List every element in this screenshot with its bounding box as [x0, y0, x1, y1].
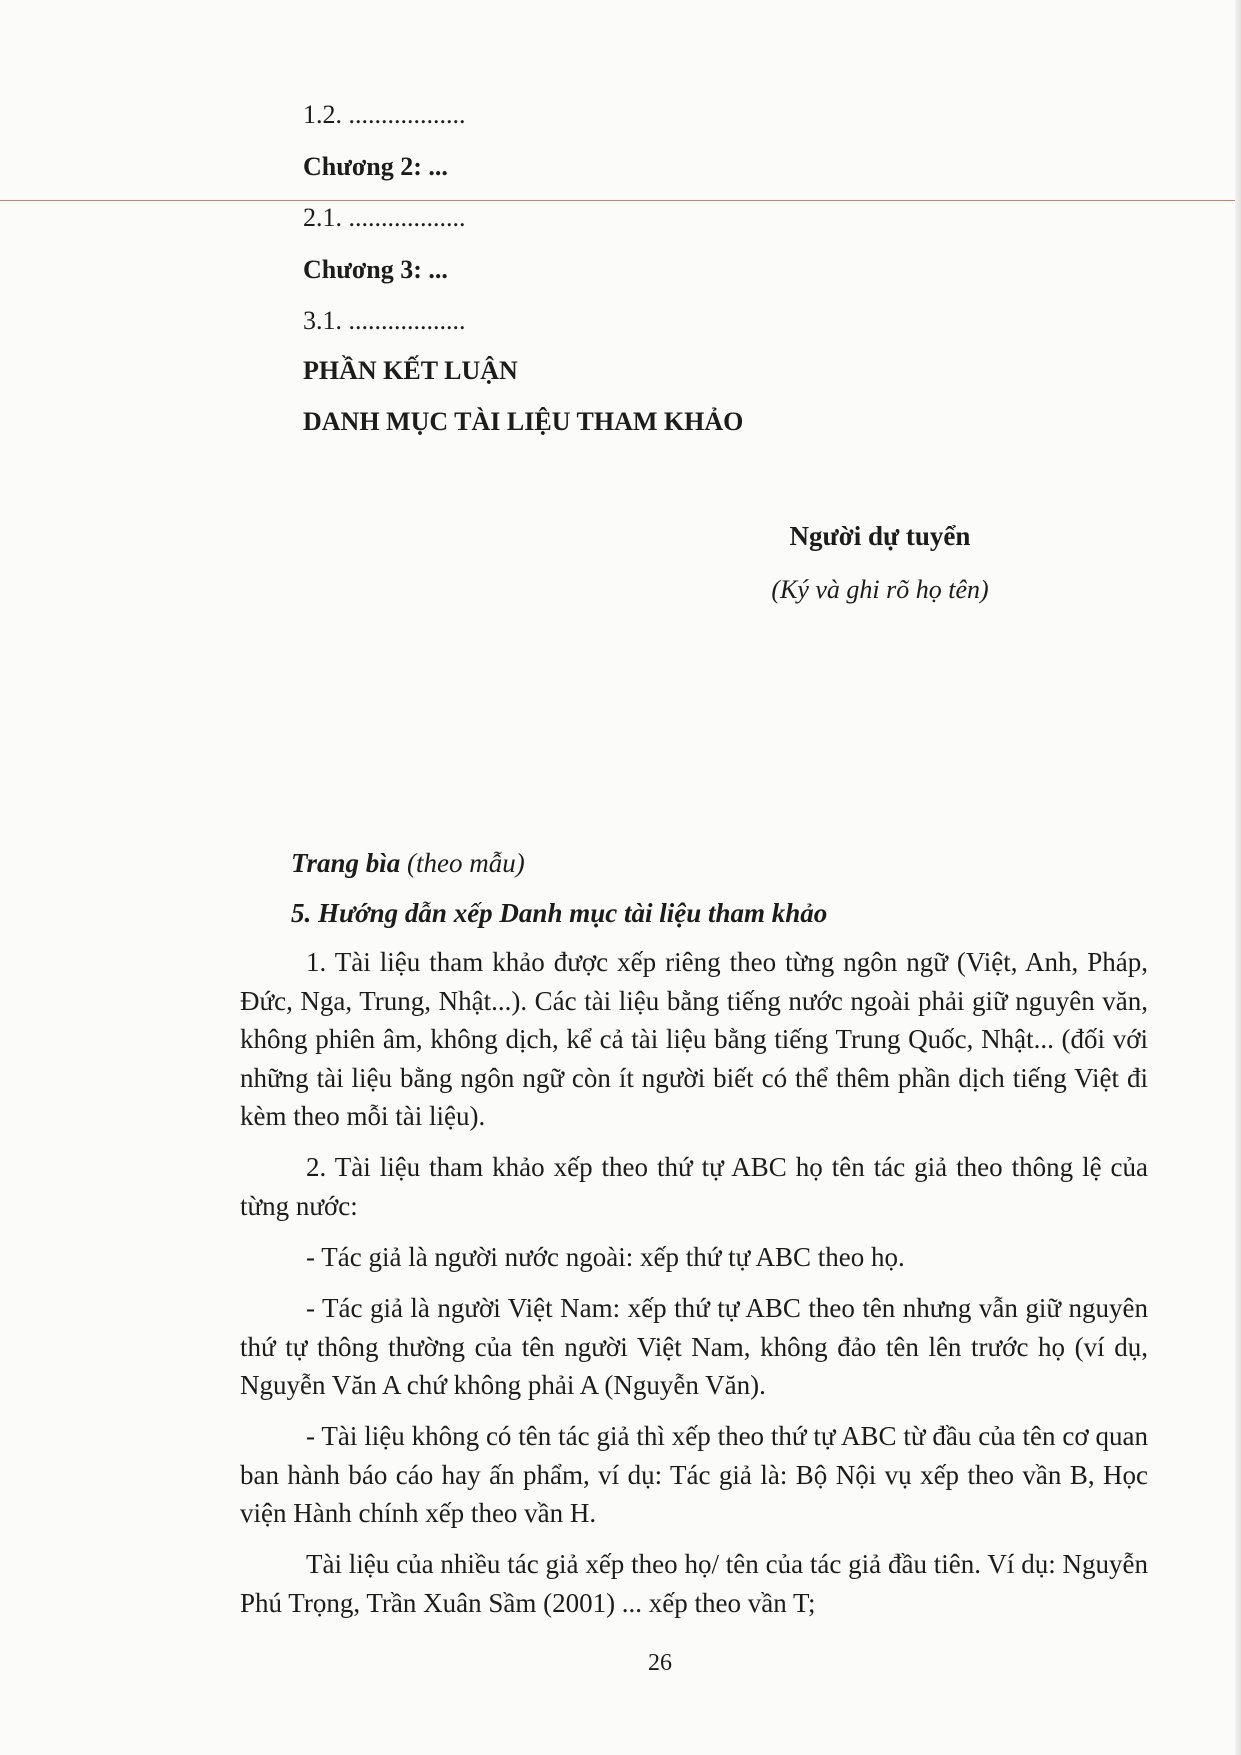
cover-page-line [291, 843, 525, 883]
page-edge-shadow [1235, 0, 1241, 1755]
signature-title: Người dự tuyển [789, 521, 971, 551]
toc-references: DANH MỤC TÀI LIỆU THAM KHẢO [303, 407, 744, 436]
bullet-foreign-authors: - Tác giả là người nước ngoài: xếp thứ tự ABC theo họ. [306, 1242, 905, 1272]
cover-label: Trang bìa [291, 848, 401, 878]
toc-chapter-2: Chương 2: ... [303, 152, 448, 181]
section-5-paragraph-1: 1. Tài liệu tham khảo được xếp riêng theo từng ngôn ngữ (Việt, Anh, Pháp, Đức, Nga, Trung, Nhật...). Các tài liệu bằng tiếng nước ngoài phải giữ nguyên văn, không phiên âm, không dịch, kể cả tài liệu bằng tiếng Trung Quốc, Nhật... (đối với những tài liệu bằng ngôn ngữ còn ít người biết có thể thêm phần dịch tiếng Việt đi kèm theo mỗi tài liệu). [240, 947, 1148, 1131]
toc-conclusion: PHẦN KẾT LUẬN [303, 356, 518, 385]
toc-item-3-1: 3.1. .................. [303, 306, 466, 335]
bullet-no-author: - Tài liệu không có tên tác giả thì xếp theo thứ tự ABC từ đầu của tên cơ quan ban hành báo cáo hay ấn phẩm, ví dụ: Tác giả là: Bộ Nội vụ xếp theo vần B, Học viện Hành chính xếp theo vần H. [240, 1421, 1148, 1528]
bullet-vietnamese-authors: - Tác giả là người Việt Nam: xếp thứ tự ABC theo tên nhưng vẫn giữ nguyên thứ tự thông thường của tên người Việt Nam, không đảo tên lên trước họ (ví dụ, Nguyễn Văn A chứ không phải A (Nguyễn Văn). [240, 1293, 1148, 1400]
section-5-heading: 5. Hướng dẫn xếp Danh mục tài liệu tham khảo [291, 898, 828, 928]
section-5-paragraph-3: Tài liệu của nhiều tác giả xếp theo họ/ tên của tác giả đầu tiên. Ví dụ: Nguyễn Phú Trọng, Trần Xuân Sầm (2001) ... xếp theo vần T; [240, 1549, 1148, 1618]
horizontal-rule [0, 200, 1241, 201]
toc-item-1-2: 1.2. .................. [303, 100, 466, 129]
signature-note: (Ký và ghi rõ họ tên) [771, 575, 989, 604]
page-number: 26 [648, 1650, 672, 1676]
toc-item-2-1: 2.1. .................. [303, 203, 466, 232]
cover-note: (theo mẫu) [407, 848, 525, 878]
toc-chapter-3: Chương 3: ... [303, 255, 448, 284]
section-5-paragraph-2: 2. Tài liệu tham khảo xếp theo thứ tự ABC họ tên tác giả theo thông lệ của từng nước: [240, 1152, 1148, 1221]
